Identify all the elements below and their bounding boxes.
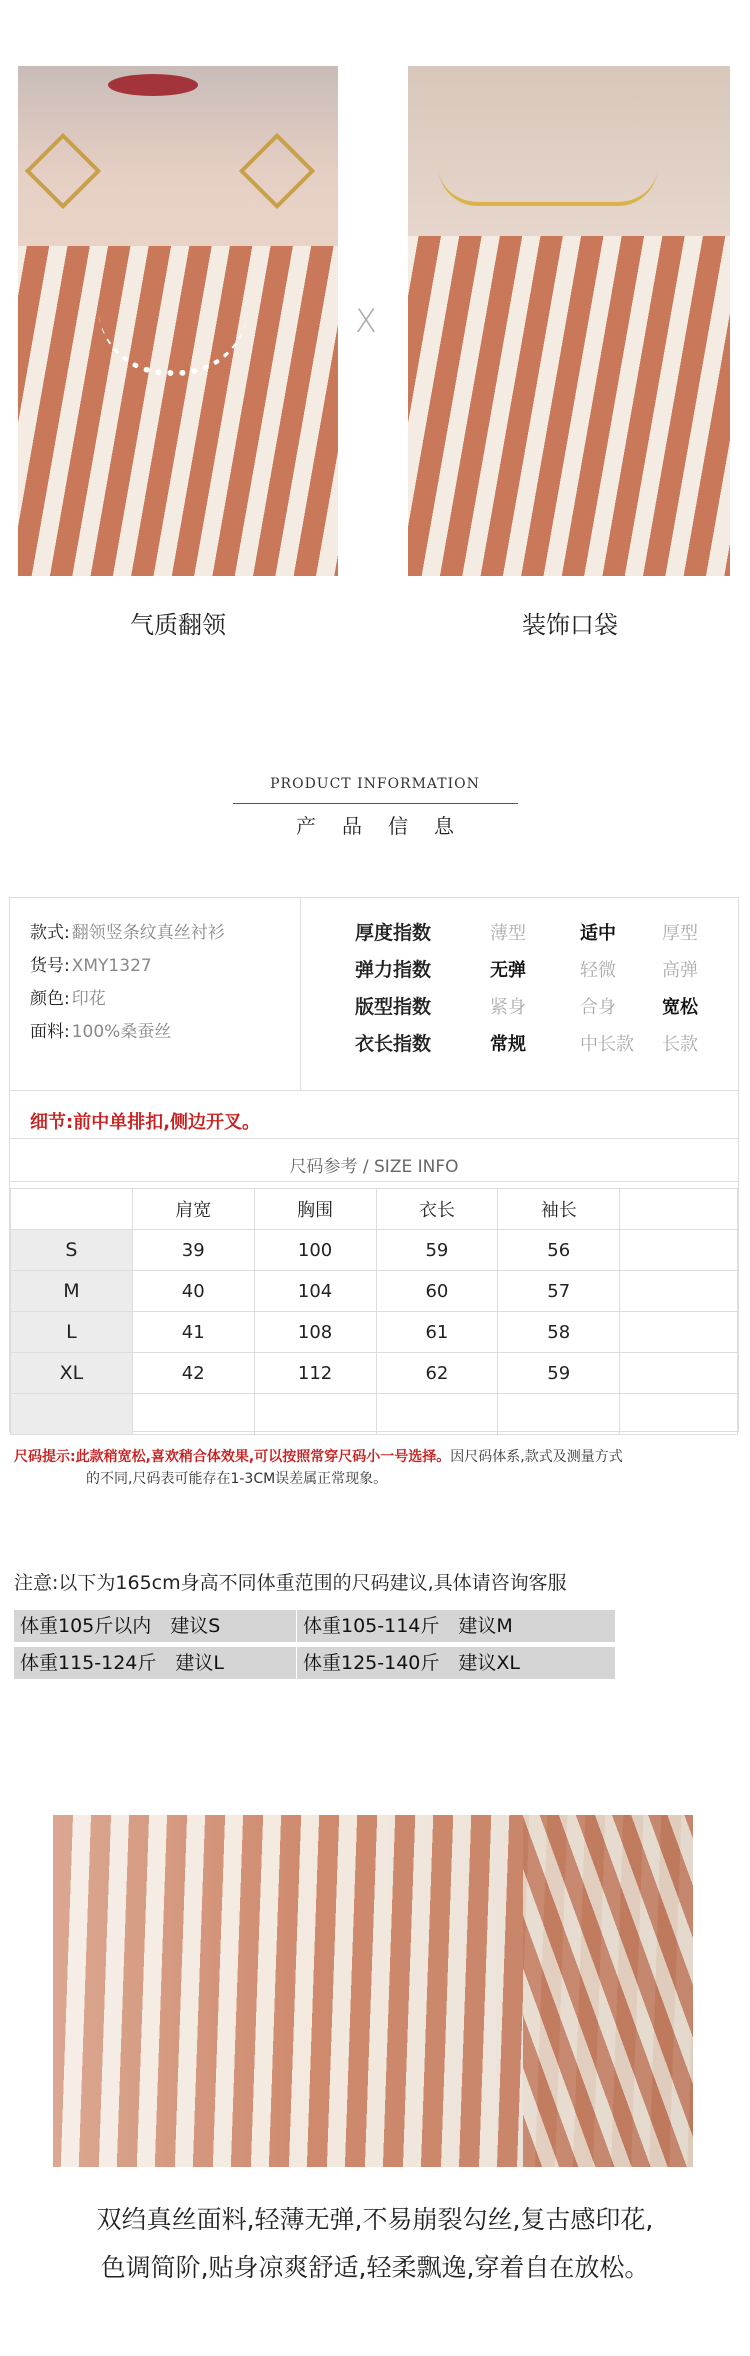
size-value-cell: 108 xyxy=(254,1312,376,1353)
size-value-cell: 62 xyxy=(376,1353,498,1394)
index-option: 常规 xyxy=(490,1034,526,1055)
pocket-photo xyxy=(408,66,730,576)
size-value-cell: 100 xyxy=(254,1230,376,1271)
size-value-cell xyxy=(498,1394,620,1435)
divider xyxy=(10,1138,738,1139)
table-row xyxy=(11,1353,738,1394)
index-option: 轻微 xyxy=(580,960,616,981)
index-label: 衣长指数 xyxy=(355,1033,432,1055)
index-label: 弹力指数 xyxy=(355,959,432,981)
product-info-title-cn: 产品信息 xyxy=(296,814,480,838)
size-header-cell: 衣长 xyxy=(376,1189,498,1230)
size-value-cell xyxy=(620,1271,738,1312)
title-divider xyxy=(233,803,518,804)
size-value-cell: 56 xyxy=(498,1230,620,1271)
size-header-cell xyxy=(620,1189,738,1230)
attr-sku: 货号: XMY1327 xyxy=(30,956,152,976)
index-option: 中长款 xyxy=(580,1034,634,1055)
index-option: 宽松 xyxy=(662,997,698,1018)
table-row xyxy=(11,1271,738,1312)
index-option: 合身 xyxy=(580,997,616,1018)
size-value-cell: 60 xyxy=(376,1271,498,1312)
product-info-title-en: PRODUCT INFORMATION xyxy=(270,776,480,792)
table-row xyxy=(11,1230,738,1271)
size-header-cell: 肩宽 xyxy=(132,1189,254,1230)
attr-fabric: 面料: 100%桑蚕丝 xyxy=(30,1022,172,1042)
pearl-necklace xyxy=(98,306,248,376)
size-value-cell xyxy=(620,1353,738,1394)
index-option: 紧身 xyxy=(490,997,526,1018)
attr-style: 款式: 翻领竖条纹真丝衬衫 xyxy=(30,923,225,943)
size-value-cell: 104 xyxy=(254,1271,376,1312)
index-option: 高弹 xyxy=(662,960,698,981)
size-header-cell xyxy=(11,1189,133,1230)
collar-photo xyxy=(18,66,338,576)
size-value-cell xyxy=(620,1230,738,1271)
table-row xyxy=(11,1312,738,1353)
divider xyxy=(10,1181,738,1182)
index-option: 薄型 xyxy=(490,923,526,944)
gold-chain xyxy=(438,166,658,206)
index-label: 厚度指数 xyxy=(355,922,432,944)
index-option: 厚型 xyxy=(662,923,698,944)
fabric-description-line2: 色调简阶,贴身凉爽舒适,轻柔飘逸,穿着自在放松。 xyxy=(100,2253,650,2282)
weight-note: 注意:以下为165cm身高不同体重范围的尺码建议,具体请咨询客服 xyxy=(14,1572,567,1594)
weight-size-s: 体重105斤以内 建议S xyxy=(14,1610,296,1642)
size-value-cell: 58 xyxy=(498,1312,620,1353)
detail-note: 细节:前中单排扣,侧边开叉。 xyxy=(30,1112,261,1133)
divider xyxy=(10,1090,738,1091)
fabric-description-line1: 双绉真丝面料,轻薄无弹,不易崩裂勾丝,复古感印花, xyxy=(96,2205,654,2234)
size-tip: 尺码提示:此款稍宽松,喜欢稍合体效果,可以按照常穿尺码小一号选择。因尺码体系,款式及测量方式 的不同,尺码表可能存在1-3CM误差属正常现象。 xyxy=(14,1449,623,1487)
size-header-cell: 袖长 xyxy=(498,1189,620,1230)
index-option: 无弹 xyxy=(490,960,526,981)
size-label-cell: L xyxy=(11,1312,133,1353)
size-value-cell: 59 xyxy=(498,1353,620,1394)
size-label-cell xyxy=(11,1394,133,1435)
size-value-cell xyxy=(620,1312,738,1353)
model-lips xyxy=(108,74,198,96)
weight-size-xl: 体重125-140斤 建议XL xyxy=(297,1647,615,1679)
size-value-cell xyxy=(376,1394,498,1435)
size-value-cell xyxy=(132,1394,254,1435)
size-value-cell xyxy=(254,1394,376,1435)
size-value-cell: 112 xyxy=(254,1353,376,1394)
size-value-cell: 41 xyxy=(132,1312,254,1353)
size-label-cell: S xyxy=(11,1230,133,1271)
caption-pocket: 装饰口袋 xyxy=(522,611,618,639)
index-label: 版型指数 xyxy=(355,996,432,1018)
size-info-heading: 尺码参考 / SIZE INFO xyxy=(289,1157,459,1177)
size-header-cell: 胸围 xyxy=(254,1189,376,1230)
vertical-divider xyxy=(300,898,301,1090)
caption-collar: 气质翻领 xyxy=(130,611,226,639)
size-label-cell: M xyxy=(11,1271,133,1312)
index-option: 适中 xyxy=(580,923,616,944)
size-value-cell: 42 xyxy=(132,1353,254,1394)
product-info-box xyxy=(9,897,739,1432)
fabric-closeup-photo xyxy=(53,1815,693,2167)
size-table-header xyxy=(11,1189,738,1230)
size-value-cell: 59 xyxy=(376,1230,498,1271)
size-label-cell: XL xyxy=(11,1353,133,1394)
photo-shade xyxy=(53,1815,693,2167)
size-value-cell: 40 xyxy=(132,1271,254,1312)
separator-x: X xyxy=(355,302,377,340)
attr-color: 颜色: 印花 xyxy=(30,989,106,1009)
neck-area xyxy=(408,66,730,236)
weight-size-m: 体重105-114斤 建议M xyxy=(297,1610,615,1642)
size-value-cell: 61 xyxy=(376,1312,498,1353)
size-value-cell: 39 xyxy=(132,1230,254,1271)
size-value-cell: 57 xyxy=(498,1271,620,1312)
weight-size-l: 体重115-124斤 建议L xyxy=(14,1647,296,1679)
size-table xyxy=(10,1188,738,1435)
table-row xyxy=(11,1394,738,1435)
index-option: 长款 xyxy=(662,1034,698,1055)
size-value-cell xyxy=(620,1394,738,1435)
